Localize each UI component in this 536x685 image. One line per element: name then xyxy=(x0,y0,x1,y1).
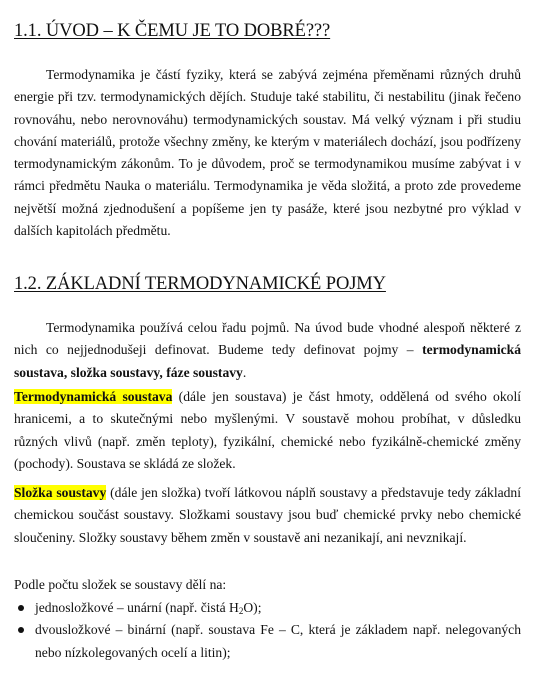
basic-terms-text: Termodynamika používá celou řadu pojmů. Na úvod bude vhodné alespoň některé z nich co nejjednodušeji definovat. Budeme tedy definovat pojmy – xyxy=(14,320,521,358)
unary-subscript: 2 xyxy=(238,606,244,616)
definition-soustava xyxy=(14,386,521,475)
intro-paragraph: Termodynamika je částí fyziky, která se zabývá zejména přeměnami různých druhů energie při tzv. termodynamických dějích. Studuje také stabilitu, či nestabilitu (jinak řečeno rovnováhu, nebo nerovnováhu) termodynamických soustav. Má velký význam i při studiu chování materiálů, protože všechny změny, ke kterým v materiálech dochází, jsou podřízeny termodynamickým zákonům. To je důvodem, proč se termodynamikou musíme zabývat i v rámci předmětu Nauka o materiálu. Termodynamika je věda složitá, a proto zde provedeme největší možná zjednodušení a popíšeme jen ty pasáže, které jsou nezbytné pro výklad v dalších kapitolách předmětu. xyxy=(14,67,521,239)
basic-terms-end: . xyxy=(242,364,247,380)
list-item-binary xyxy=(14,619,521,664)
definition-soustava-text: (dále jen soustava) je část hmoty, oddělená od svého okolí hranicemi, a to skutečnými nebo myšlenými. V soustavě mohou probíhat, v důsledku různých vlivů (např. změn teploty), fyzikální, chemické nebo fyzikálně-chemické změny (pochody). Soustava se skládá ze složek. xyxy=(14,389,521,471)
basic-terms-bold-list: termodynamická soustava, složka soustavy, fáze soustavy xyxy=(14,342,522,380)
highlight-term-slozka: Složka soustavy xyxy=(14,485,107,500)
highlight-term-soustava: Termodynamická soustava xyxy=(14,389,173,404)
list-item-unary xyxy=(14,597,521,619)
classification-intro: Podle počtu složek se soustavy dělí na: xyxy=(14,577,227,592)
unary-prefix: jednosložkové – unární (např. čistá H xyxy=(35,600,239,615)
bullet-icon xyxy=(18,627,24,633)
section-heading-basic-terms: 1.2. ZÁKLADNÍ TERMODYNAMICKÉ POJMY xyxy=(14,274,386,294)
bullet-icon xyxy=(18,605,24,611)
section-heading-intro: 1.1. ÚVOD – K ČEMU JE TO DOBRÉ??? xyxy=(14,21,331,41)
binary-text: dvousložkové – binární (např. soustava Fe – C, která je základem např. nelegovaných nebo nízkolegovaných ocelí a litin); xyxy=(35,622,521,660)
definition-slozka-text: (dále jen složka) tvoří látkovou náplň soustavy a představuje tedy základní chemickou součást soustavy. Složkami soustavy jsou buď chemické prvky nebo chemické sloučeniny. Složky soustavy během změn v soustavě ani nezanikají, ani nevznikají. xyxy=(14,485,521,545)
unary-suffix: O); xyxy=(243,600,262,615)
basic-terms-paragraph xyxy=(14,317,521,384)
bullet-list xyxy=(14,597,521,664)
definition-slozka xyxy=(14,482,521,549)
